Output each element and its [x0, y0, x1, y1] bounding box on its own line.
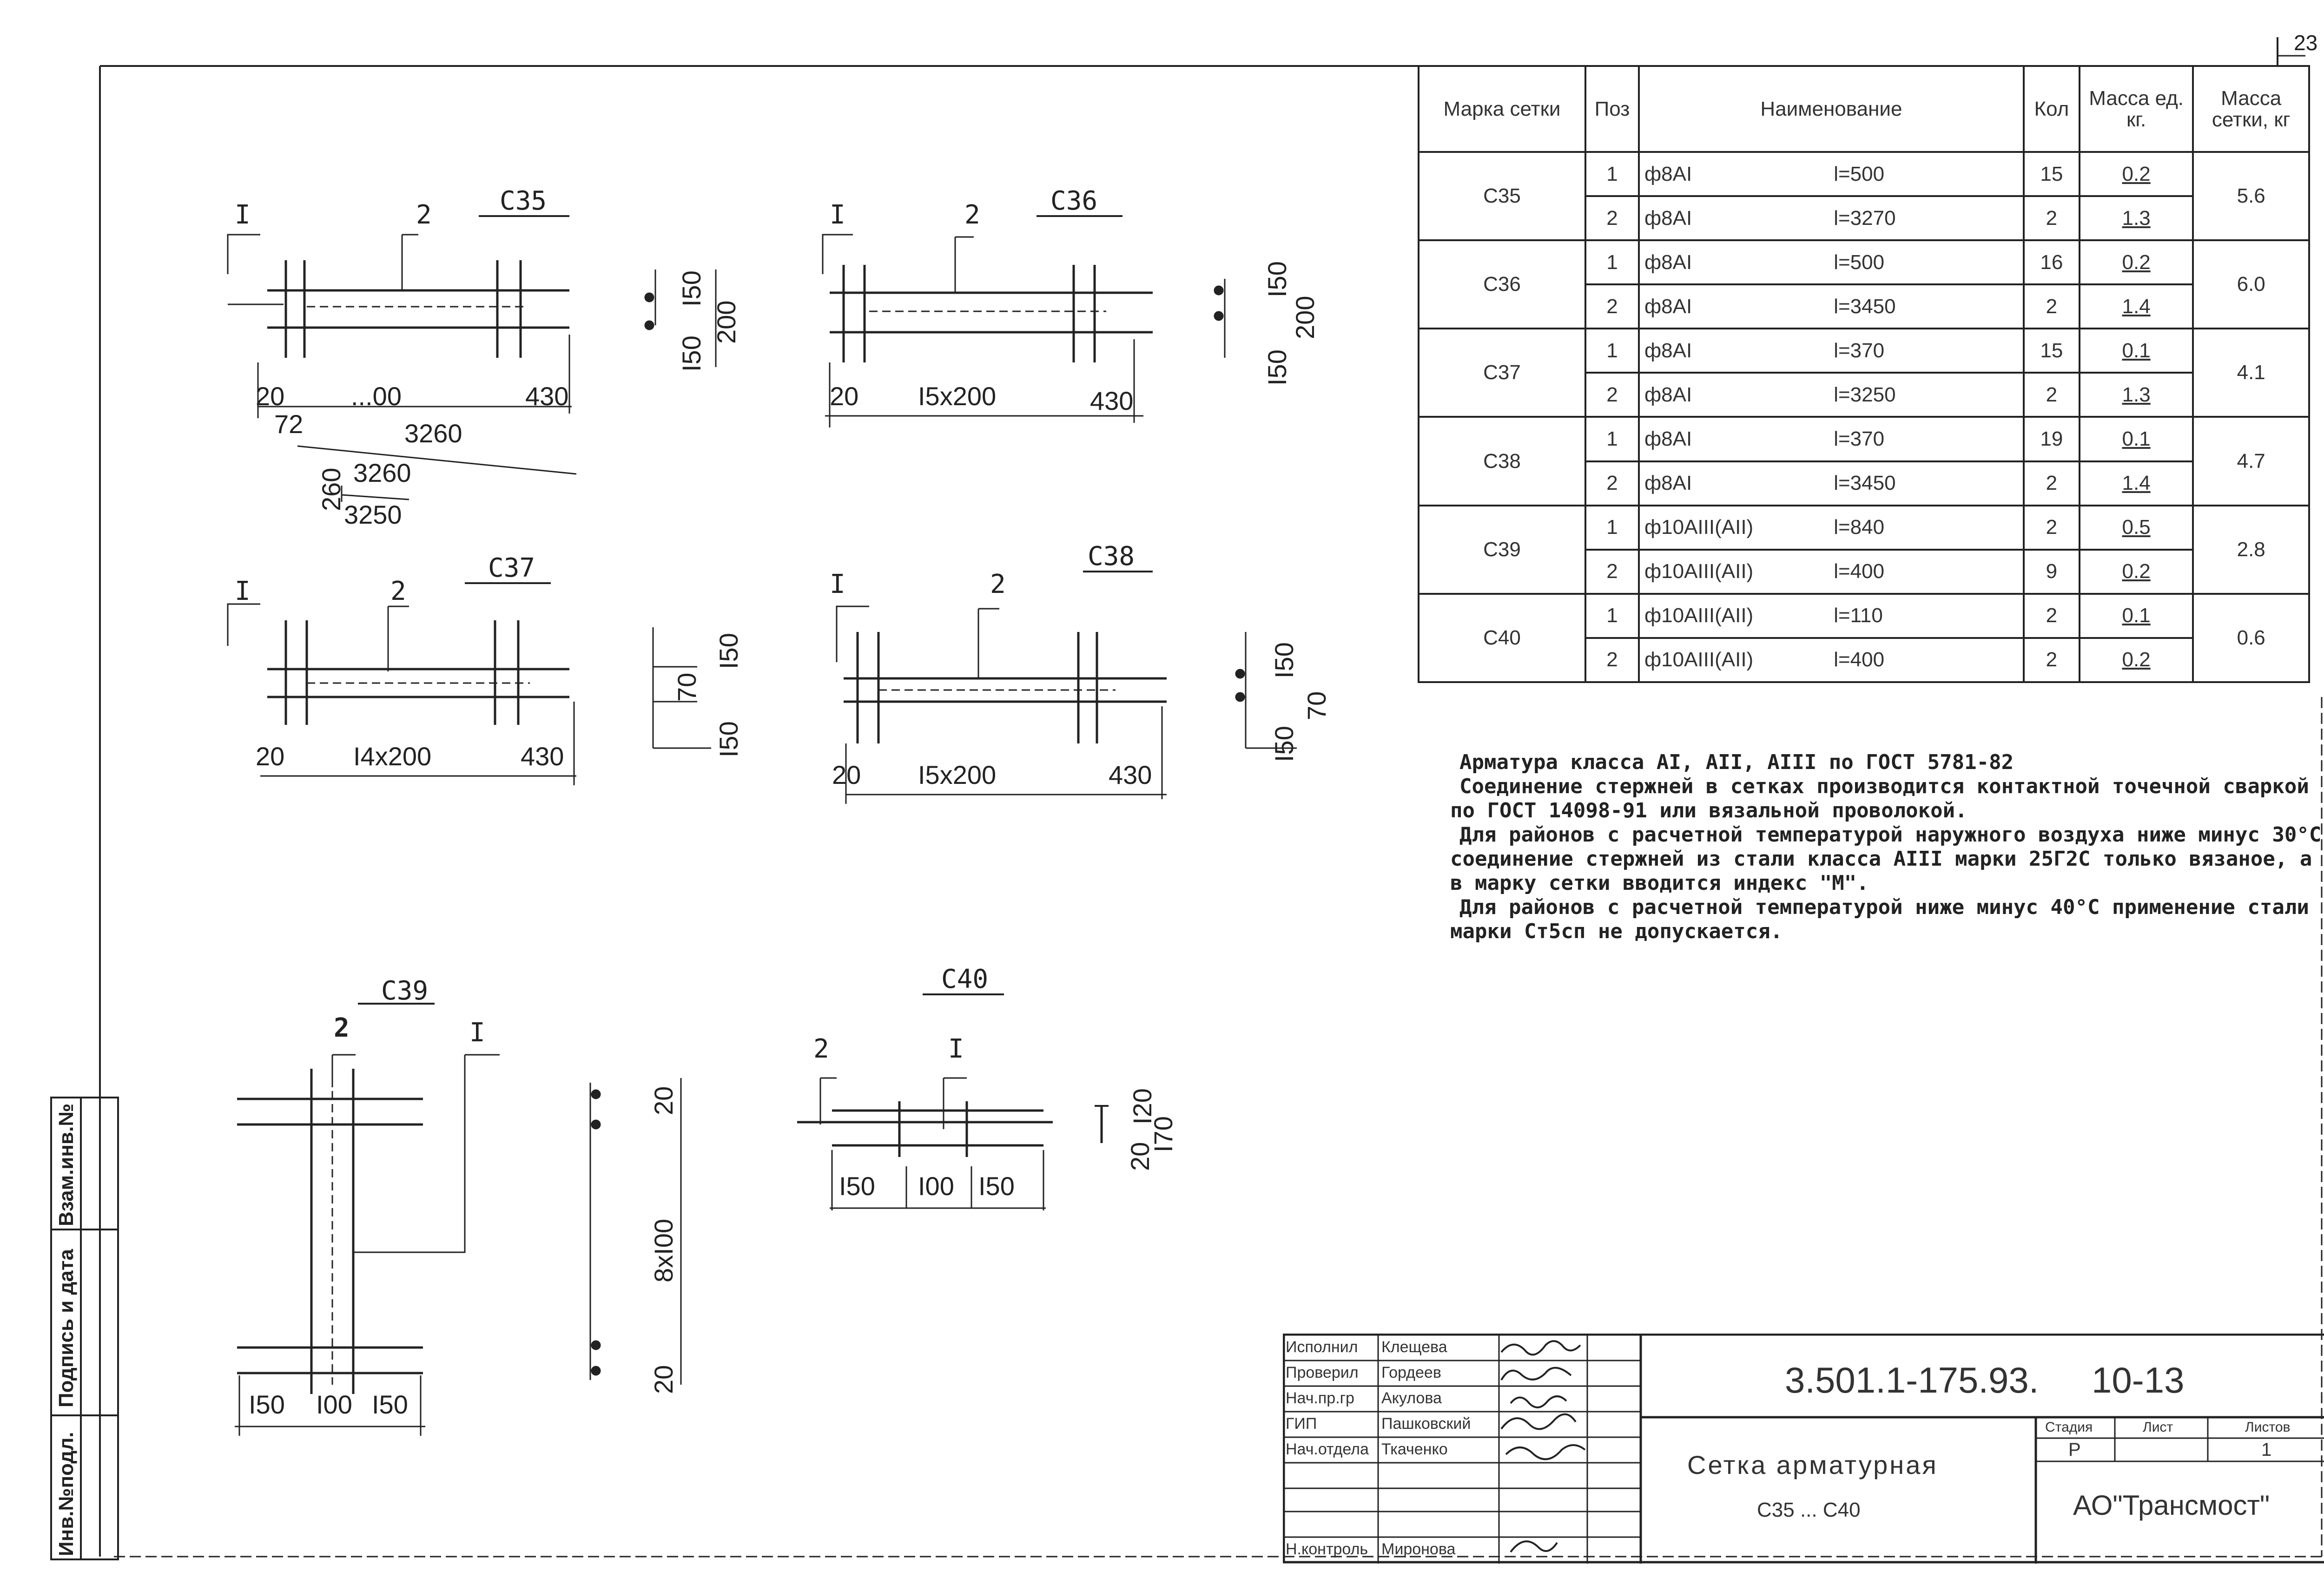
dim-c37-0: 20	[256, 742, 285, 771]
dim-c35-3: 430	[525, 381, 569, 411]
cell-pos: 1	[1585, 506, 1639, 550]
cell-name: ф8АI	[1639, 152, 1829, 196]
stage-header: Стадия	[2045, 1420, 2093, 1435]
sec-c37-2: I50	[714, 721, 743, 757]
note-4: Для районов с расчетной температурой ниже минус 40°C применение стали марки Ст5сп не допускается.	[1450, 895, 2309, 943]
dim-c36-2: 430	[1090, 386, 1134, 415]
cell-mesh-mass: 4.7	[2193, 417, 2309, 505]
sec-c35-1: 200	[712, 300, 741, 344]
dim-c38-1: I5x200	[918, 760, 997, 789]
specification-table	[1418, 65, 2310, 683]
cell-unit-mass: 0.1	[2080, 594, 2193, 638]
cell-unit-mass: 1.3	[2080, 373, 2193, 417]
cell-qty: 2	[2024, 506, 2080, 550]
mark-label-c38: C38	[1088, 541, 1135, 572]
sec-c36-2: I50	[1262, 349, 1292, 386]
cell-name: ф8АI	[1639, 240, 1829, 284]
sheets-header: Листов	[2245, 1420, 2291, 1435]
sec-c38-1: 70	[1302, 691, 1331, 720]
cell-unit-mass: 0.2	[2080, 550, 2193, 594]
cell-mark: C35	[1419, 152, 1585, 240]
cell-length: l=110	[1829, 594, 2024, 638]
name-0: Клещева	[1381, 1338, 1447, 1356]
stamp-field-signature-date: Подпись и дата	[55, 1249, 78, 1407]
name-1: Гордеев	[1381, 1364, 1441, 1381]
doc-code: 3.501.1-175.93.	[1785, 1360, 2039, 1400]
mark-label-c36: C36	[1050, 186, 1098, 216]
cell-unit-mass: 0.1	[2080, 329, 2193, 373]
notes	[1450, 750, 2324, 944]
pos-label-2: 2	[990, 569, 1006, 599]
header-mesh-mass: Масса сетки, кг	[2193, 66, 2309, 152]
cell-unit-mass: 1.4	[2080, 284, 2193, 329]
dim-c35-2: ...00	[351, 381, 402, 411]
cell-pos: 2	[1585, 638, 1639, 682]
table-row	[1419, 594, 2309, 638]
cell-name: ф10АIII(АII)	[1639, 594, 1829, 638]
dim-c40-0: I50	[839, 1171, 875, 1201]
table-row	[1419, 240, 2309, 284]
stamp-field-inv-no: Инв.№подл.	[55, 1432, 78, 1556]
doc-sheet-range: 10-13	[2092, 1360, 2185, 1400]
sheet-header: Лист	[2143, 1420, 2173, 1435]
name-6: Миронова	[1381, 1540, 1456, 1558]
sec-c35-0: I50	[677, 270, 706, 307]
cell-name: ф8АI	[1639, 373, 1829, 417]
dim-c35-0: 20	[256, 381, 285, 411]
pos-label-2: 2	[390, 576, 406, 606]
sec-c39-0: 20	[649, 1086, 678, 1115]
dim-c39-1: I00	[316, 1390, 352, 1419]
dim-c39-2: I50	[372, 1390, 408, 1419]
role-3: ГИП	[1286, 1415, 1317, 1433]
cell-pos: 2	[1585, 461, 1639, 506]
drawing-subtitle: С35 ... С40	[1757, 1499, 1861, 1521]
dim-c35-4: 3260	[404, 419, 462, 448]
cell-length: l=400	[1829, 550, 2024, 594]
cell-mesh-mass: 2.8	[2193, 506, 2309, 594]
cell-qty: 19	[2024, 417, 2080, 461]
mark-label-c37: C37	[488, 553, 535, 583]
pos-label-1: I	[830, 200, 845, 230]
cell-name: ф8АI	[1639, 461, 1829, 506]
sec-c38-2: I50	[1269, 726, 1299, 762]
dim-c35-7: 3250	[344, 500, 402, 529]
header-name: Наименование	[1639, 66, 2024, 152]
cell-qty: 15	[2024, 152, 2080, 196]
drawing-title: Сетка арматурная	[1687, 1450, 1938, 1479]
cell-qty: 2	[2024, 284, 2080, 329]
cell-qty: 2	[2024, 638, 2080, 682]
cell-mark: C36	[1419, 240, 1585, 329]
cell-mark: C40	[1419, 594, 1585, 682]
header-pos: Поз	[1585, 66, 1639, 152]
header-unit-mass: Масса ед. кг.	[2080, 66, 2193, 152]
sec-c35-2: I50	[677, 335, 706, 372]
cell-qty: 2	[2024, 594, 2080, 638]
cell-unit-mass: 0.5	[2080, 506, 2193, 550]
role-6: Н.контроль	[1286, 1540, 1368, 1558]
dim-c35-6: 260	[317, 467, 346, 511]
cell-name: ф8АI	[1639, 196, 1829, 240]
dim-c38-2: 430	[1109, 760, 1152, 789]
sec-c36-0: I50	[1262, 261, 1292, 297]
dim-c40-1: I00	[918, 1171, 954, 1201]
cell-pos: 1	[1585, 152, 1639, 196]
cell-pos: 1	[1585, 329, 1639, 373]
cell-length: l=3250	[1829, 373, 2024, 417]
table-row	[1419, 417, 2309, 461]
cell-qty: 2	[2024, 196, 2080, 240]
specification-body	[1419, 152, 2309, 682]
sec-c38-0: I50	[1269, 642, 1299, 678]
dim-c37-2: 430	[521, 742, 564, 771]
cell-mesh-mass: 6.0	[2193, 240, 2309, 329]
table-row	[1419, 506, 2309, 550]
cell-mesh-mass: 4.1	[2193, 329, 2309, 417]
sheet-number: 23	[2294, 31, 2318, 55]
dim-c35-1: 72	[274, 409, 304, 439]
header-qty: Кол	[2024, 66, 2080, 152]
sec-c37-1: 70	[672, 672, 701, 702]
cell-length: l=370	[1829, 329, 2024, 373]
role-0: Исполнил	[1286, 1338, 1358, 1356]
sec-c37-0: I50	[714, 633, 743, 669]
pos-label-1: I	[469, 1018, 485, 1048]
cell-qty: 15	[2024, 329, 2080, 373]
cell-name: ф8АI	[1639, 329, 1829, 373]
cell-mark: C37	[1419, 329, 1585, 417]
dim-c37-1: I4x200	[353, 742, 432, 771]
name-2: Акулова	[1381, 1389, 1442, 1407]
cell-pos: 2	[1585, 373, 1639, 417]
pos-label-1: I	[235, 576, 251, 606]
cell-length: l=3270	[1829, 196, 2024, 240]
cell-mesh-mass: 0.6	[2193, 594, 2309, 682]
mark-label-c39: C39	[381, 976, 429, 1006]
sec-c39-1: 8xI00	[649, 1219, 678, 1282]
sec-c40-0: I20	[1128, 1088, 1157, 1124]
side-stamp	[50, 1097, 119, 1560]
cell-pos: 2	[1585, 284, 1639, 329]
pos-label-1: I	[830, 569, 845, 599]
cell-qty: 2	[2024, 373, 2080, 417]
mark-label-c35: C35	[500, 186, 547, 216]
cell-length: l=840	[1829, 506, 2024, 550]
role-2: Нач.пр.гр	[1286, 1389, 1354, 1407]
cell-name: ф10АIII(АII)	[1639, 506, 1829, 550]
cell-qty: 16	[2024, 240, 2080, 284]
organization-name: АО"Трансмост"	[2073, 1490, 2270, 1521]
dim-c40-2: I50	[978, 1171, 1015, 1201]
cell-qty: 9	[2024, 550, 2080, 594]
pos-label-1: I	[235, 200, 251, 230]
cell-length: l=500	[1829, 240, 2024, 284]
cell-pos: 2	[1585, 196, 1639, 240]
role-1: Проверил	[1286, 1364, 1359, 1381]
cell-length: l=400	[1829, 638, 2024, 682]
cell-length: l=500	[1829, 152, 2024, 196]
name-3: Пашковский	[1381, 1415, 1471, 1433]
cell-length: l=370	[1829, 417, 2024, 461]
cell-unit-mass: 0.2	[2080, 152, 2193, 196]
pos-label-2: 2	[334, 1013, 350, 1043]
sec-c36-1: 200	[1290, 296, 1320, 339]
cell-mesh-mass: 5.6	[2193, 152, 2309, 240]
dim-c35-5: 3260	[353, 458, 411, 487]
cell-unit-mass: 0.2	[2080, 638, 2193, 682]
dim-c36-0: 20	[830, 381, 859, 411]
dim-c38-0: 20	[832, 760, 861, 789]
cell-length: l=3450	[1829, 284, 2024, 329]
cell-name: ф8АI	[1639, 284, 1829, 329]
stamp-field-replace-inv-no: Взам.инв.№	[55, 1103, 78, 1226]
cell-pos: 2	[1585, 550, 1639, 594]
table-row	[1419, 152, 2309, 196]
pos-label-2: 2	[964, 200, 980, 230]
sec-c40-1: I70	[1149, 1116, 1178, 1152]
sheets-value: 1	[2261, 1440, 2272, 1460]
note-3: Для районов с расчетной температурой наружного воздуха ниже минус 30°C соединение стержней из стали класса AIII марки 25Г2С только вязаное, а в марку сетки вводится индекс "М".	[1450, 823, 2322, 895]
note-2: Соединение стержней в сетках производится контактной точечной сваркой по ГОСТ 14098-91 или вязальной проволокой.	[1450, 775, 2309, 822]
name-4: Ткаченко	[1381, 1440, 1448, 1458]
dim-c36-1: I5x200	[918, 381, 997, 411]
note-1: Арматура класса AI, AII, AIII по ГОСТ 5781-82	[1459, 750, 2014, 774]
stage-value: Р	[2068, 1440, 2081, 1460]
cell-unit-mass: 0.1	[2080, 417, 2193, 461]
cell-pos: 1	[1585, 240, 1639, 284]
pos-label-2: 2	[813, 1034, 829, 1064]
cell-qty: 2	[2024, 461, 2080, 506]
cell-pos: 1	[1585, 417, 1639, 461]
cell-unit-mass: 0.2	[2080, 240, 2193, 284]
cell-name: ф8АI	[1639, 417, 1829, 461]
role-4: Нач.отдела	[1286, 1440, 1369, 1458]
cell-pos: 1	[1585, 594, 1639, 638]
sec-c40-2: 20	[1125, 1142, 1155, 1171]
pos-label-1: I	[948, 1034, 964, 1064]
cell-unit-mass: 1.4	[2080, 461, 2193, 506]
dim-c39-0: I50	[249, 1390, 285, 1419]
header-mark: Марка сетки	[1419, 66, 1585, 152]
cell-name: ф10АIII(АII)	[1639, 638, 1829, 682]
cell-mark: C39	[1419, 506, 1585, 594]
sec-c39-2: 20	[649, 1365, 678, 1394]
cell-name: ф10АIII(АII)	[1639, 550, 1829, 594]
cell-length: l=3450	[1829, 461, 2024, 506]
title-block	[1283, 1334, 2324, 1564]
pos-label-2: 2	[416, 200, 432, 230]
mark-label-c40: C40	[941, 964, 989, 994]
cell-mark: C38	[1419, 417, 1585, 505]
cell-unit-mass: 1.3	[2080, 196, 2193, 240]
table-row	[1419, 329, 2309, 373]
